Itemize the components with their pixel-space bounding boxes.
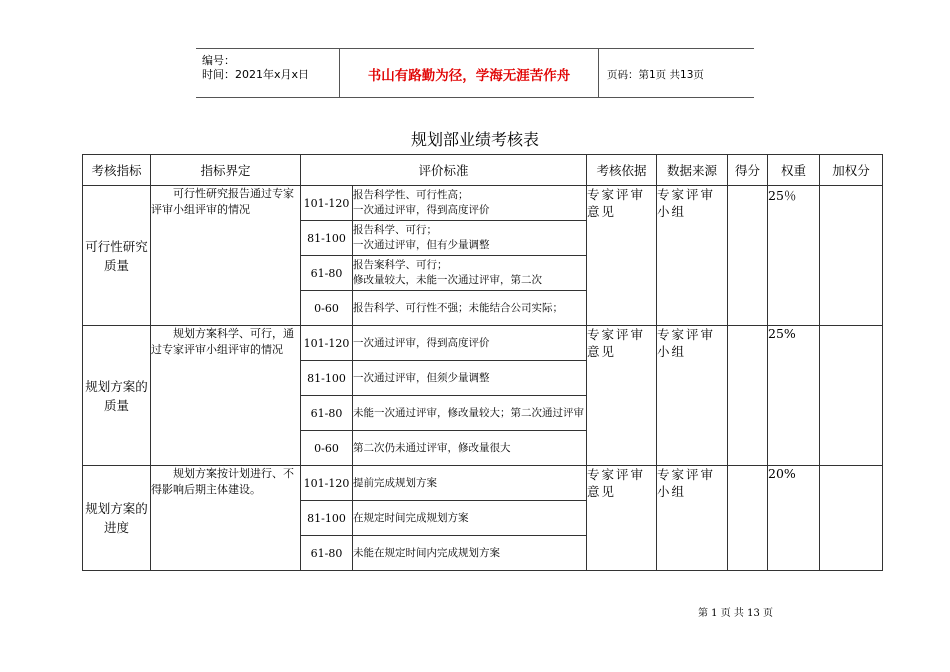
basis-cell: 专家评审意见 [587, 326, 657, 466]
col-header-criteria: 评价标准 [301, 155, 587, 186]
definition-cell: 可行性研究报告通过专家评审小组评审的情况 [151, 186, 301, 326]
definition-cell: 规划方案科学、可行，通过专家评审小组评审的情况 [151, 326, 301, 466]
document-number-label: 编号： [202, 54, 235, 67]
criteria-range-cell: 61-80 [301, 256, 353, 291]
criteria-range-cell: 0-60 [301, 291, 353, 326]
header-motto-cell [340, 49, 599, 97]
col-header-indicator: 考核指标 [83, 155, 151, 186]
criteria-text-cell: 报告科学、可行； 一次通过评审，但有少量调整 [353, 221, 587, 256]
criteria-range-cell: 81-100 [301, 501, 353, 536]
table-row [83, 186, 883, 221]
header-motto: 书山有路勤为径，学海无涯苦作舟 [367, 68, 571, 84]
header-info-cell [196, 49, 340, 97]
source-cell: 专家评审小组 [657, 466, 728, 571]
criteria-range-cell: 101-120 [301, 326, 353, 361]
criteria-range-cell: 0-60 [301, 431, 353, 466]
criteria-text-cell: 报告案科学、可行； 修改量较大，未能一次通过评审，第二次 [353, 256, 587, 291]
source-cell: 专家评审小组 [657, 186, 728, 326]
header-page-cell [599, 49, 754, 97]
criteria-range-cell: 81-100 [301, 361, 353, 396]
criteria-text-cell: 一次通过评审，但须少量调整 [353, 361, 587, 396]
criteria-text-cell: 未能在规定时间内完成规划方案 [353, 536, 587, 571]
col-header-weighted: 加权分 [820, 155, 883, 186]
criteria-text-cell: 未能一次通过评审，修改量较大；第二次通过评审 [353, 396, 587, 431]
score-cell [728, 466, 768, 571]
table-row [83, 466, 883, 501]
criteria-text-cell: 第二次仍未通过评审，修改量很大 [353, 431, 587, 466]
criteria-range-cell: 61-80 [301, 396, 353, 431]
document-header [196, 48, 754, 98]
weighted-score-cell [820, 466, 883, 571]
indicator-cell: 规划方案的进度 [83, 466, 151, 571]
score-cell [728, 326, 768, 466]
basis-cell: 专家评审意见 [587, 466, 657, 571]
assessment-table [82, 154, 883, 571]
col-header-score: 得分 [728, 155, 768, 186]
definition-cell: 规划方案按计划进行、不得影响后期主体建设。 [151, 466, 301, 571]
col-header-weight: 权重 [768, 155, 820, 186]
weight-cell: 25％ [768, 186, 820, 326]
source-cell: 专家评审小组 [657, 326, 728, 466]
basis-cell: 专家评审意见 [587, 186, 657, 326]
criteria-range-cell: 61-80 [301, 536, 353, 571]
weighted-score-cell [820, 326, 883, 466]
indicator-cell: 规划方案的质量 [83, 326, 151, 466]
criteria-text-cell: 报告科学、可行性不强；未能结合公司实际； [353, 291, 587, 326]
criteria-text-cell: 在规定时间完成规划方案 [353, 501, 587, 536]
score-cell [728, 186, 768, 326]
table-header-row [83, 155, 883, 186]
indicator-cell: 可行性研究质量 [83, 186, 151, 326]
table-row [83, 326, 883, 361]
col-header-definition: 指标界定 [151, 155, 301, 186]
weighted-score-cell [820, 186, 883, 326]
criteria-range-cell: 101-120 [301, 466, 353, 501]
weight-cell: 20% [768, 466, 820, 571]
criteria-range-cell: 101-120 [301, 186, 353, 221]
criteria-text-cell: 一次通过评审，得到高度评价 [353, 326, 587, 361]
criteria-range-cell: 81-100 [301, 221, 353, 256]
col-header-basis: 考核依据 [587, 155, 657, 186]
header-page-label: 页码：第1页 共13页 [607, 69, 704, 81]
criteria-text-cell: 报告科学性、可行性高； 一次通过评审，得到高度评价 [353, 186, 587, 221]
page-footer: 第 1 页 共 13 页 [698, 608, 773, 619]
document-time-label: 时间：2021年x月x日 [202, 68, 310, 81]
weight-cell: 25% [768, 326, 820, 466]
page-title: 规划部业绩考核表 [410, 130, 539, 149]
col-header-source: 数据来源 [657, 155, 728, 186]
criteria-text-cell: 提前完成规划方案 [353, 466, 587, 501]
